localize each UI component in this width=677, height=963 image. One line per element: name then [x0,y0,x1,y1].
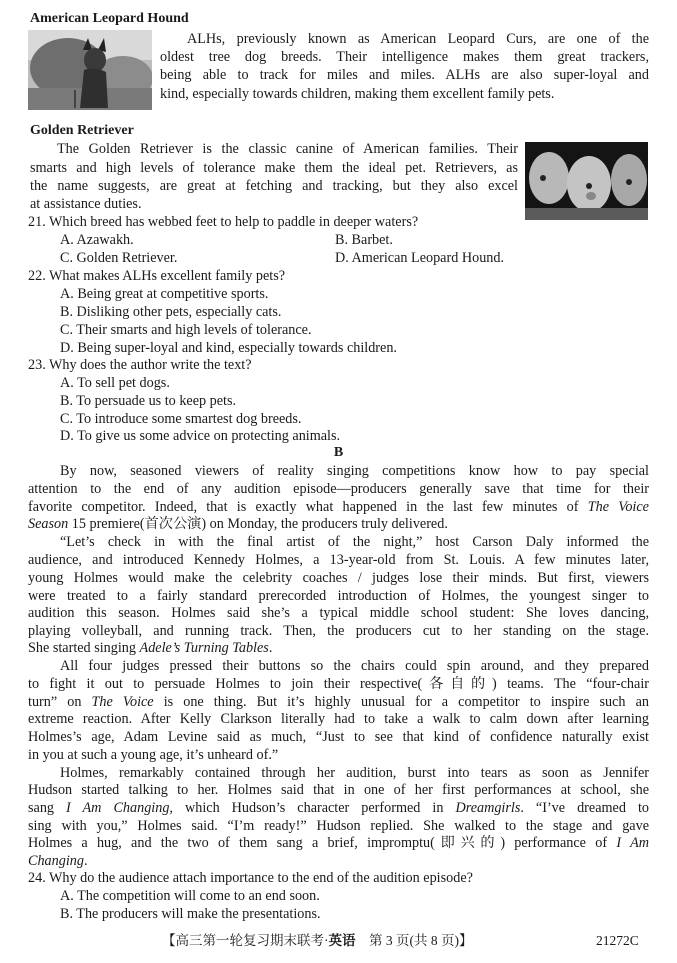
show-title: The Voice [587,499,649,515]
alh-text-line: kind, especially towards children, making them excellent family pets. [160,86,555,102]
text-run: , which Hudson’s character performed in [169,800,456,816]
passage-line: By now, seasoned viewers of reality singing competitions know how to pay special [60,463,649,479]
alh-text-line: being able to track for miles and miles. ALHs are also super-loyal and [160,67,649,83]
passage-line: Holmes’s age, Adam Levine said as much, “Just to see that kind of confidence naturally exist [28,729,649,745]
text-run: 15 premiere(首次公演) on Monday, the producers truly delivered. [68,516,448,532]
passage-line: were treated to a fairly standard prerecorded introduction of Holmes, the youngest singer to [28,588,649,604]
section-title-alh: American Leopard Hound [30,11,189,26]
passage-line: extreme reaction. After Kelly Clarkson literally had to take a walk to calm down after learning [28,711,649,727]
question-21-option-d: D. American Leopard Hound. [335,250,505,266]
song-title: Changing [28,853,84,869]
passage-line [28,639,272,657]
alh-text-line: ALHs, previously known as American Leopard Curs, are one of the [187,31,649,47]
passage-line: Hudson started talking to her. Holmes said that in one of her first performances at school, she [28,782,649,798]
passage-line [28,799,649,817]
text-run: . [268,640,273,656]
text-run: . “I’ve dreamed to [520,800,649,816]
question-23-option-d: D. To give us some advice on protecting animals. [60,428,341,444]
question-23-option-c: C. To introduce some smartest dog breeds. [60,411,302,427]
passage-line: Holmes, remarkably contained through her audition, burst into tears as soon as Jennifer [60,765,649,781]
passage-line: All four judges pressed their buttons so the chairs could spin around, and they prepared [60,658,649,674]
footer-exam-title: 【高三第一轮复习期末联考· [162,933,329,948]
question-21-option-c: C. Golden Retriever. [60,250,178,266]
golden-puppies-image [525,142,648,220]
passage-line: in you at such a young age, it’s unheard of.” [28,747,279,763]
question-22-option-b: B. Disliking other pets, especially cats. [60,304,282,320]
song-title: I Am [616,835,649,851]
text-run: . [83,853,88,869]
film-title: Dreamgirls [455,800,521,816]
puppies-photo-icon [525,142,648,220]
passage-b-label: B [333,445,344,460]
passage-line: audience, and introduced Kennedy Holmes, a 13-year-old from St. Louis. A few minutes later, [28,552,649,568]
page-footer [162,932,473,950]
passage-line: young Holmes would make the celebrity coaches / judges lose their minds. But first, viewers [28,570,649,586]
section-title-golden: Golden Retriever [30,123,134,138]
footer-page-number: 第 3 页(共 8 页)】 [355,933,473,948]
question-23-option-a: A. To sell pet dogs. [60,375,170,391]
text-run: favorite competitor. Indeed, that is exactly what happened in the last few minutes of [28,499,588,515]
question-22-option-a: A. Being great at competitive sports. [60,286,269,302]
question-24-stem: 24. Why do the audience attach importance to the end of the audition episode? [28,870,473,886]
alh-text-line: oldest tree dog breeds. Their intelligence makes them great trackers, [160,49,649,65]
question-21-option-a: A. Azawakh. [60,232,134,248]
question-24-option-a: A. The competition will come to an end soon. [60,888,320,904]
passage-line: “Let’s check in with the final artist of the night,” host Carson Daly informed the [60,534,649,550]
golden-text-line: The Golden Retriever is the classic canine of American families. Their [57,141,518,157]
golden-text-line: at assistance duties. [30,196,142,212]
question-24-option-b: B. The producers will make the presentations. [60,906,321,922]
text-run: sang [28,800,67,816]
passage-line [28,852,88,870]
song-title: Adele’s Turning Tables [139,640,269,656]
text-run: is one thing. But it’s highly unusual for a competitor to inspire such an [153,694,649,710]
question-22-stem: 22. What makes ALHs excellent family pets? [28,268,286,284]
passage-line [28,693,649,711]
question-22-option-c: C. Their smarts and high levels of tolerance. [60,322,312,338]
question-21-option-b: B. Barbet. [335,232,393,248]
dog-photo-icon [28,30,152,110]
passage-line: playing volleyball, and running track. Then, the producers cut to her standing on the stage. [28,623,649,639]
question-23-option-b: B. To persuade us to keep pets. [60,393,237,409]
show-title: The Voice [91,694,154,710]
passage-line: attention to the end of any audition episode—producers generally save that time for their [28,481,649,497]
question-22-option-d: D. Being super-loyal and kind, especially towards children. [60,340,397,356]
footer-code: 21272C [596,933,639,948]
passage-line [28,515,448,533]
passage-line: to fight it out to persuade Holmes to join their respective(各自的) teams. The “four-chair [28,676,649,692]
show-title: Season [28,516,69,532]
question-23-stem: 23. Why does the author write the text? [28,357,252,373]
passage-line [28,498,649,516]
golden-text-line: smarts and high levels of tolerance make them the ideal pet. Retrievers, as [30,160,518,176]
song-title: I Am Changing [66,800,170,816]
question-21-stem: 21. Which breed has webbed feet to help to paddle in deeper waters? [28,214,419,230]
text-run: Holmes a hug, and the two of them sang a brief, impromptu(即兴的) performance of [28,835,617,851]
alh-dog-image [28,30,152,110]
text-run: She started singing [28,640,140,656]
golden-text-line: the name suggests, are great at fetching and tracking, but they also excel [30,178,518,194]
passage-line: audition this season. Holmes said she’s a typical middle school student: She loves dancing, [28,605,649,621]
passage-line [28,834,649,852]
footer-subject: 英语 [328,933,356,948]
passage-line: sing with you,” Holmes said. “I’m ready!” Hudson replied. She walked to the stage and gave [28,818,649,834]
text-run: turn” on [28,694,92,710]
